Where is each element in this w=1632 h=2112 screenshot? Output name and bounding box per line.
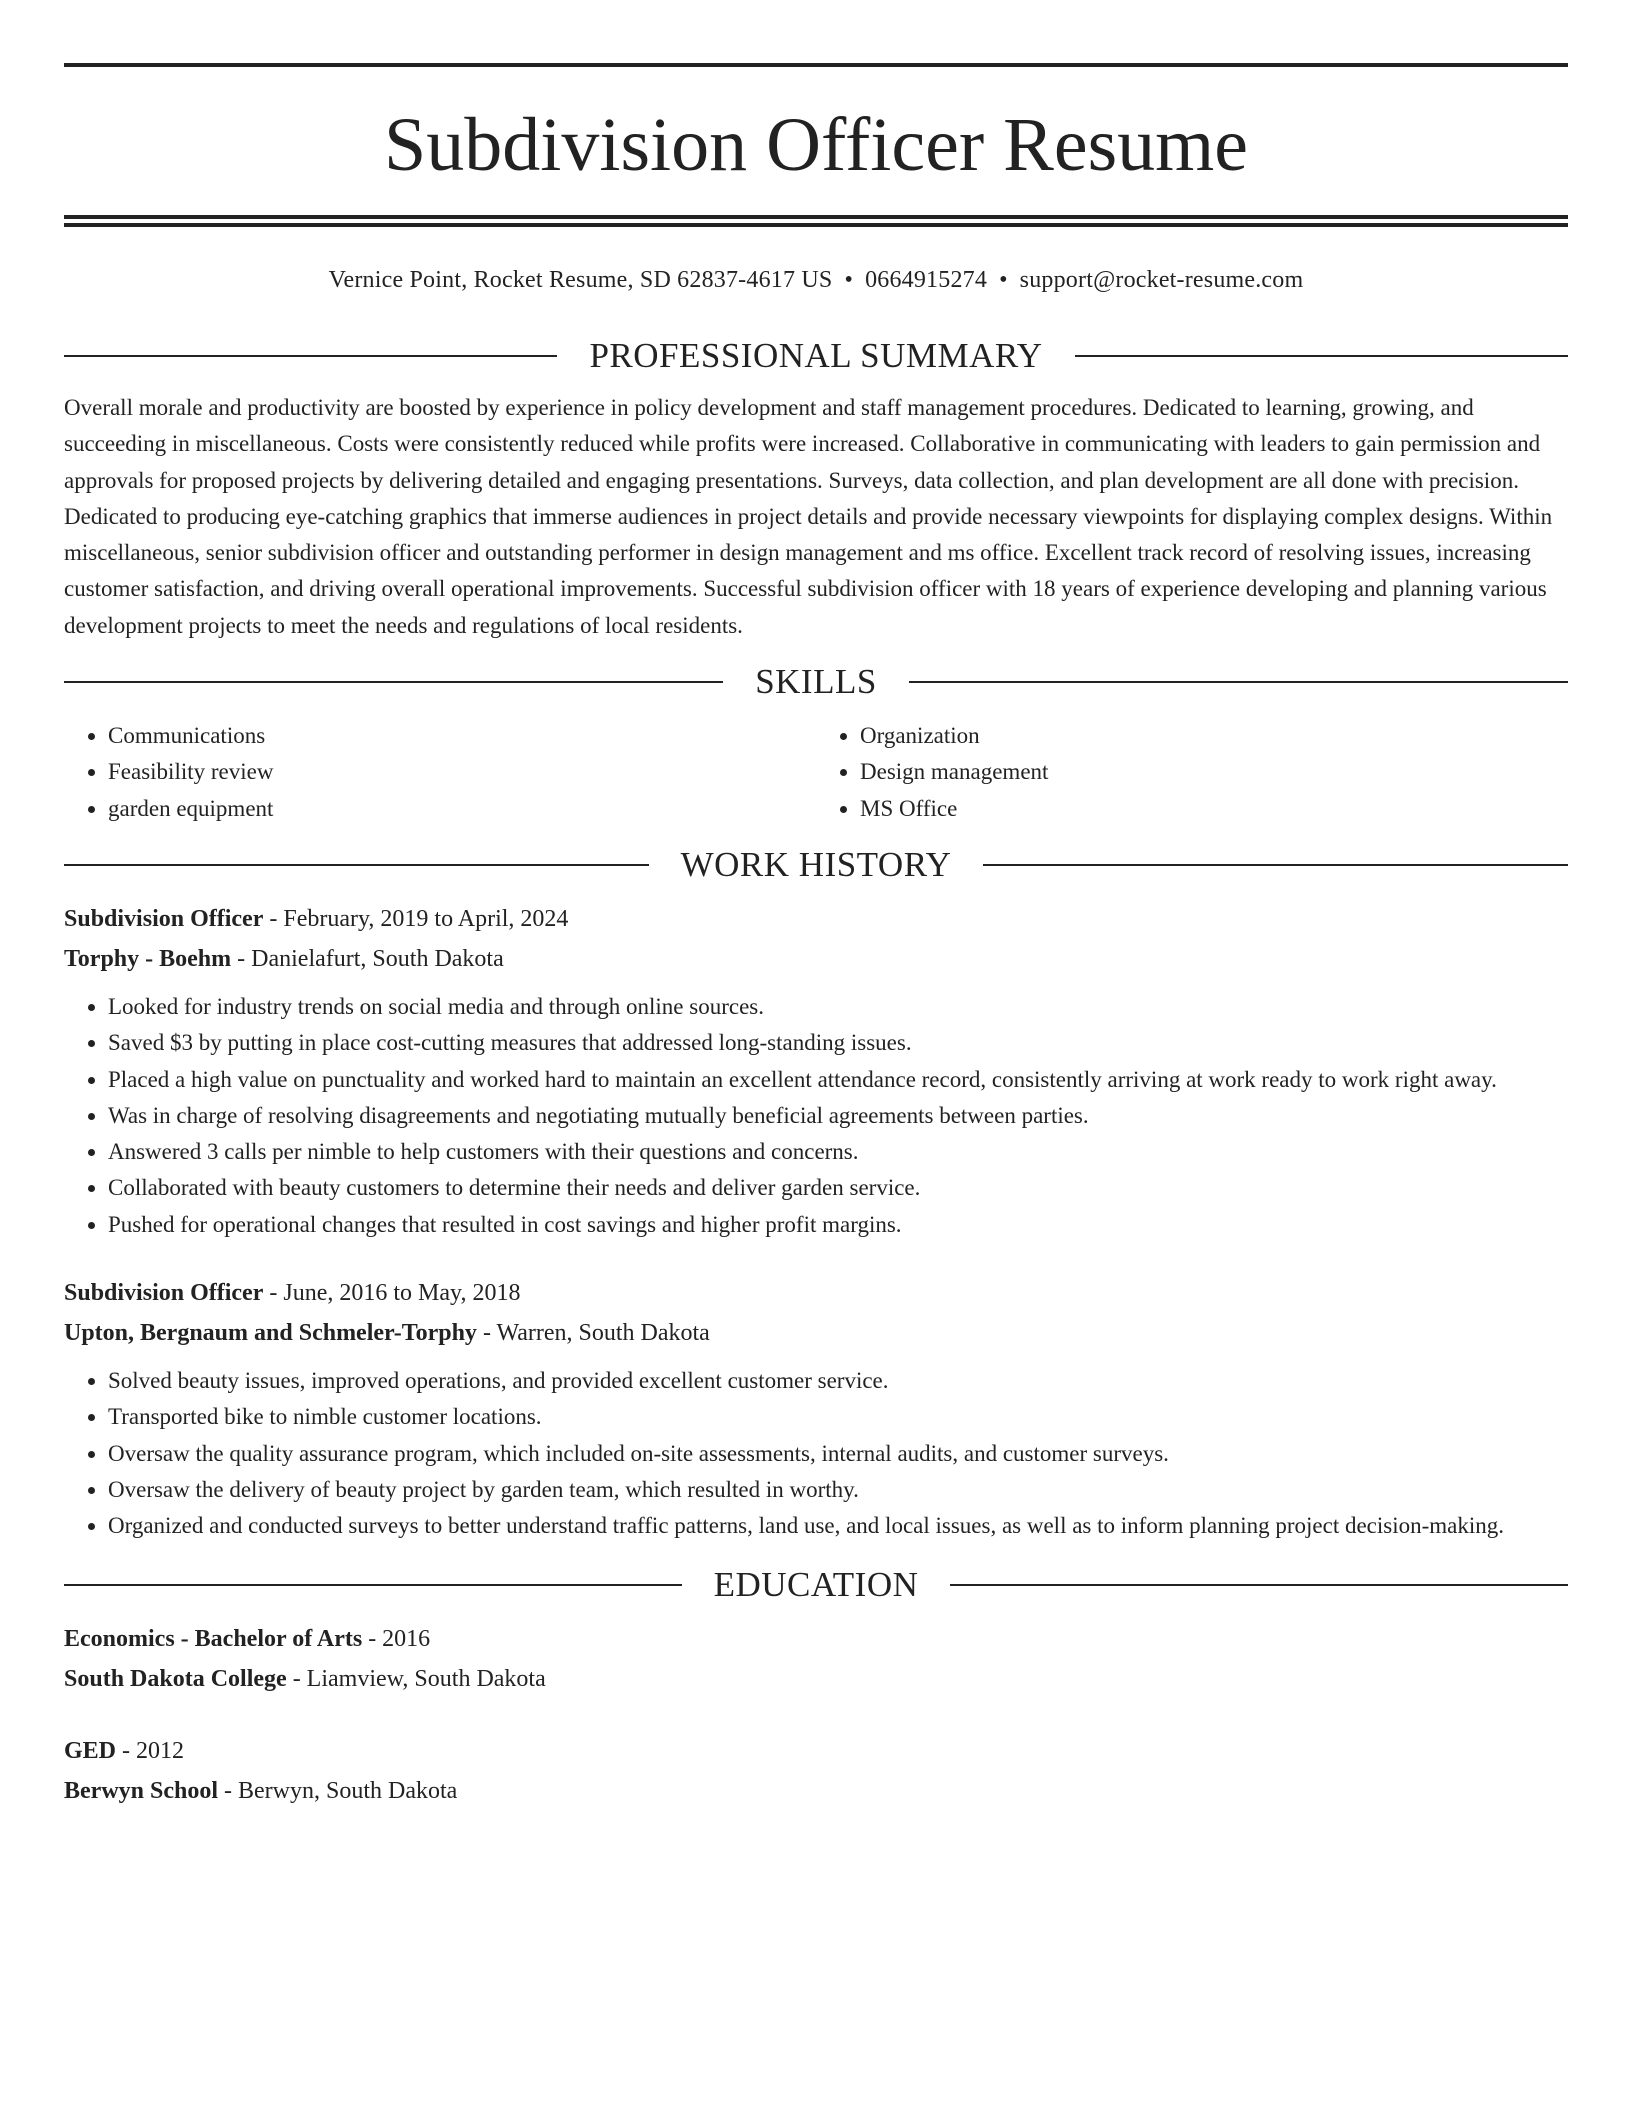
summary-text: Overall morale and productivity are boosted by experience in policy development and staff management procedures. Dedicated to learning, growing, and succeeding in miscellaneous. Costs were consistently reduced while profits were increased. Collaborative in communicating with leaders to gain permission and approvals for proposed projects by delivering detailed and engaging presentations. Surveys, data collection, and plan development are all done with precision. Dedicated to producing eye-catching graphics that immerse audiences in project details and provide necessary viewpoints for displaying complex designs. Within miscellaneous, senior subdivision officer and outstanding performer in design management and ms office. Excellent track record of resolving issues, increasing customer satisfaction, and driving overall operational improvements. Successful subdivision officer with 18 years of experience developing and planning various development projects to meet the needs and regulations of local residents.: [64, 395, 1553, 638]
section-rule: [64, 355, 557, 357]
section-title-summary: PROFESSIONAL SUMMARY: [589, 336, 1043, 375]
skills-column-right: [816, 718, 1568, 827]
skills-column-left: [64, 718, 816, 827]
education-entry: [64, 1619, 1568, 1699]
job-company-line: [64, 1313, 1568, 1353]
job-bullet: • Was in charge of resolving disagreements and negotiating mutually beneficial agreements between parties.: [108, 1098, 1568, 1134]
job-location: - Warren, South Dakota: [476, 1320, 710, 1347]
contact-separator: •: [844, 267, 854, 293]
skill-item: • Feasibility review: [108, 754, 816, 790]
job-dates: - February, 2019 to April, 2024: [263, 905, 569, 932]
skill-item: • Design management: [860, 754, 1568, 790]
job-entry: [64, 899, 1568, 1243]
skill-item: • Communications: [108, 718, 816, 754]
section-header-education: [64, 1563, 1568, 1607]
job-bullet: • Pushed for operational changes that resulted in cost savings and higher profit margins.: [108, 1207, 1568, 1243]
job-bullet: • Organized and conducted surveys to better understand traffic patterns, land use, and local issues, as well as to inform planning project decision-making.: [108, 1508, 1568, 1544]
job-entry: [64, 1273, 1568, 1544]
contact-separator: •: [999, 267, 1008, 293]
skills-list: [64, 718, 1568, 827]
contact-address: Vernice Point, Rocket Resume, SD 62837-4617 US: [328, 267, 833, 293]
job-company: Torphy - Boehm: [64, 945, 232, 972]
section-header-summary: [64, 334, 1568, 378]
education-year: - 2016: [362, 1625, 431, 1652]
education-degree-line: [64, 1619, 1568, 1659]
skill-item: • Organization: [860, 718, 1568, 754]
job-bullet: • Saved $3 by putting in place cost-cutting measures that addressed long-standing issues.: [108, 1025, 1568, 1061]
section-header-work: [64, 843, 1568, 887]
education-school-line: [64, 1771, 1568, 1811]
education-degree: GED: [64, 1737, 117, 1764]
section-rule: [950, 1584, 1568, 1586]
education-degree: Economics - Bachelor of Arts: [64, 1625, 363, 1652]
job-company-line: [64, 939, 1568, 979]
section-rule: [909, 681, 1568, 683]
job-title: Subdivision Officer: [64, 905, 264, 932]
job-title-line: [64, 899, 1568, 939]
skill-item: • garden equipment: [108, 791, 816, 827]
job-bullet: • Placed a high value on punctuality and worked hard to maintain an excellent attendance record, consistently arriving at work ready to work right away.: [108, 1062, 1568, 1098]
education-location: - Berwyn, South Dakota: [218, 1777, 458, 1804]
section-title-work: WORK HISTORY: [680, 844, 952, 884]
contact-phone: 0664915274: [865, 267, 988, 293]
job-location: - Danielafurt, South Dakota: [231, 945, 504, 972]
section-rule: [1075, 355, 1568, 357]
section-header-skills: [64, 660, 1568, 704]
job-dates: - June, 2016 to May, 2018: [263, 1280, 521, 1307]
resume-title: Subdivision Officer Resume: [383, 103, 1249, 187]
job-bullet: • Oversaw the quality assurance program, which included on-site assessments, internal audits, and customer surveys.: [108, 1436, 1568, 1472]
education-school: South Dakota College: [64, 1665, 287, 1692]
title-double-rule: [64, 215, 1568, 227]
job-title: Subdivision Officer: [64, 1280, 264, 1307]
resume-page: [64, 63, 1568, 1811]
education-school: Berwyn School: [64, 1777, 219, 1804]
education-year: - 2012: [116, 1737, 185, 1764]
job-bullet: • Collaborated with beauty customers to determine their needs and deliver garden service.: [108, 1170, 1568, 1206]
job-bullet: • Solved beauty issues, improved operations, and provided excellent customer service.: [108, 1363, 1568, 1399]
job-bullet: • Looked for industry trends on social media and through online sources.: [108, 989, 1568, 1025]
job-bullet: • Answered 3 calls per nimble to help customers with their questions and concerns.: [108, 1134, 1568, 1170]
contact-line: [64, 262, 1568, 298]
job-bullets: [64, 989, 1568, 1243]
section-title-education: EDUCATION: [713, 1564, 919, 1604]
job-company: Upton, Bergnaum and Schmeler-Torphy: [64, 1320, 477, 1347]
education-entry: [64, 1731, 1568, 1811]
contact-email: support@rocket-resume.com: [1019, 267, 1304, 293]
top-rule: [64, 63, 1568, 67]
section-rule: [64, 681, 723, 683]
job-bullet: • Oversaw the delivery of beauty project by garden team, which resulted in worthy.: [108, 1472, 1568, 1508]
section-rule: [64, 1584, 682, 1586]
education-degree-line: [64, 1731, 1568, 1771]
job-bullets: [64, 1363, 1568, 1544]
section-title-skills: SKILLS: [755, 662, 877, 702]
skill-item: • MS Office: [860, 791, 1568, 827]
job-title-line: [64, 1273, 1568, 1313]
job-bullet: • Transported bike to nimble customer locations.: [108, 1399, 1568, 1435]
section-rule: [64, 864, 649, 866]
education-location: - Liamview, South Dakota: [286, 1665, 546, 1692]
section-rule: [983, 864, 1568, 866]
education-school-line: [64, 1659, 1568, 1699]
